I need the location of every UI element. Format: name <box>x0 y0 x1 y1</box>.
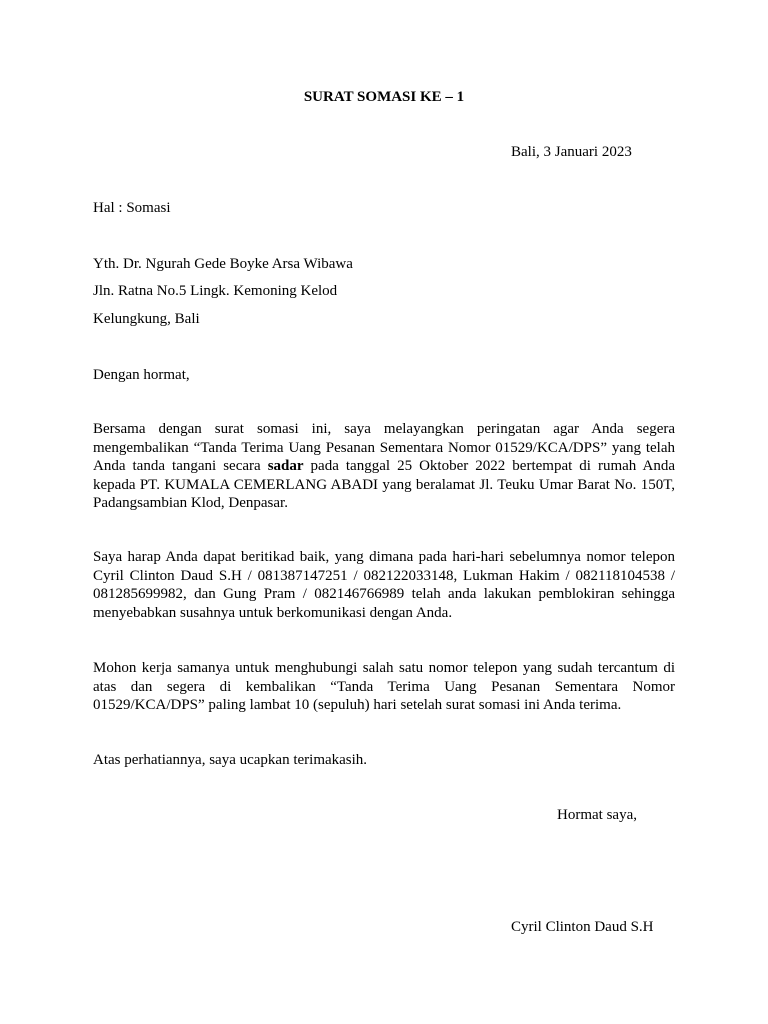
recipient-name: Yth. Dr. Ngurah Gede Boyke Arsa Wibawa <box>93 256 353 272</box>
regards-line: Hormat saya, <box>557 807 637 823</box>
recipient-city: Kelungkung, Bali <box>93 311 200 327</box>
paragraph-1-bold-word: sadar <box>267 458 304 474</box>
salutation: Dengan hormat, <box>93 367 190 383</box>
body-paragraph-2: Saya harap Anda dapat beritikad baik, yang dimana pada hari-hari sebelumnya nomor telepon Cyril Clinton Daud S.H / 081387147251 / 082122033148, Lukman Hakim / 082118104538 / 081285699982, dan Gung Pram / 082146766989 telah anda lakukan pemblokiran sehingga menyebabkan susahnya untuk berkomunikasi dengan Anda. <box>93 549 675 621</box>
paragraph-1-text-end: pada tanggal 25 Oktober 2022 bertempat di rumah Anda kepada PT. KUMALA CEMERLANG ABADI yang beralamat Jl. Teuku Umar Barat No. 150T, Padangsambian Klod, Denpasar. <box>93 458 675 511</box>
paragraph-1-text-start: Bersama dengan surat somasi ini, saya melayangkan peringatan agar Anda segera mengembalikan “Tanda Terima Uang Pesanan Sementara Nomor 01529/KCA/DPS” yang telah Anda tanda tangani secara <box>93 421 675 474</box>
recipient-street: Jln. Ratna No.5 Lingk. Kemoning Kelod <box>93 283 338 299</box>
body-paragraph-1 <box>93 420 675 513</box>
letter-date: Bali, 3 Januari 2023 <box>511 144 632 160</box>
closing-line: Atas perhatiannya, saya ucapkan terimakasih. <box>93 752 368 768</box>
signer-name: Cyril Clinton Daud S.H <box>511 919 654 935</box>
letter-subject: Hal : Somasi <box>93 200 171 216</box>
letter-title: SURAT SOMASI KE – 1 <box>303 89 465 105</box>
body-paragraph-3: Mohon kerja samanya untuk menghubungi salah satu nomor telepon yang sudah tercantum di atas dan segera di kembalikan “Tanda Terima Uang Pesanan Sementara Nomor 01529/KCA/DPS” paling lambat 10 (sepuluh) hari setelah surat somasi ini Anda terima. <box>93 660 675 713</box>
